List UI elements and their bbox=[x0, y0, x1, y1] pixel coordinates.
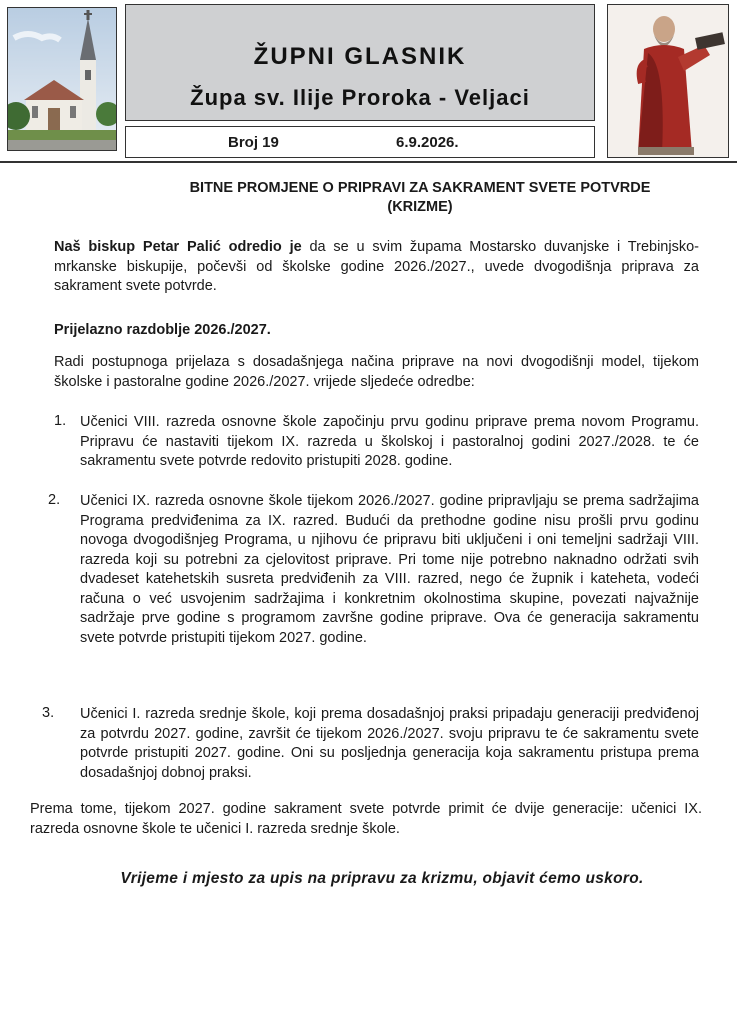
article-heading-line-1: BITNE PROMJENE O PRIPRAVI ZA SAKRAMENT SVETE POTVRDE bbox=[189, 180, 651, 196]
conclusion-paragraph: Prema tome, tijekom 2027. godine sakrament svete potvrde primit će dvije generacije: učenici IX. razreda osnovne škole te učenici I. razreda srednje škole. bbox=[30, 801, 702, 837]
list-item-text: Učenici I. razreda srednje škole, koji prema dosadašnjoj praksi pripadaju generaciji predviđenoj za potvrdu 2027. godine, završit će tijekom 2026./2027. svoju pripravu te će sakramentu svete potvrde pristupiti 2027. godine. Oni su posljednja generacija koja sakramentu pristupa prema dosadašnjoj dobnoj praksi. bbox=[80, 706, 699, 781]
parish-name: Župa sv. Ilije Proroka - Veljaci bbox=[190, 85, 530, 110]
list-item-number: 3. bbox=[42, 705, 55, 721]
saint-statue-photo bbox=[607, 4, 729, 158]
header-divider bbox=[0, 161, 737, 163]
transition-subheading: Prijelazno razdoblje 2026./2027. bbox=[54, 322, 271, 338]
list-item-text: Učenici VIII. razreda osnovne škole započinju prvu godinu priprave prema novom Programu. Pripravu će nastaviti tijekom IX. razreda u školskoj i pastoralnoj godini 2027./2028. te će sakramentu svete potvrde redovito pristupiti 2028. godine. bbox=[80, 414, 699, 469]
issue-number: Broj 19 bbox=[228, 134, 279, 151]
intro-text: da se u svim župama Mostarsko duvanjske i Trebinjsko-mrkanske biskupije, počevši od školske godine 2026./2027., uvede dvogodišnja priprava za sakrament svete potvrde. bbox=[54, 239, 699, 294]
issue-date: 6.9.2026. bbox=[396, 134, 459, 151]
article-heading bbox=[120, 179, 720, 217]
issue-bar bbox=[125, 126, 595, 158]
list-item-number: 1. bbox=[54, 413, 67, 429]
church-photo bbox=[7, 7, 117, 151]
intro-bold-phrase: Naš biskup Petar Palić odredio je bbox=[54, 239, 302, 255]
closing-announcement: Vrijeme i mjesto za upis na pripravu za krizmu, objavit ćemo uskoro. bbox=[120, 870, 644, 887]
newsletter-title: ŽUPNI GLASNIK bbox=[253, 43, 467, 70]
intro-paragraph bbox=[54, 238, 699, 297]
list-item-text: Učenici IX. razreda osnovne škole tijekom 2026./2027. godine pripravljaju se prema sadržajima Programa predviđenima za IX. razred. Budući da prethodne godine nisu prošli prvu godinu novoga dvogodišnjeg Programa, u njihovu će pripravu biti uključeni i oni temeljni sadržaji VIII. razreda koji su potrebni za cjelovitost priprave. Pri tome nije potrebno naknadno održati svih dvadeset katehetskih susreta predviđenih za VIII. razred, nego će župnik i kateheta, vodeći računa o već usvojenim sadržajima i konkretnim okolnostima skupine, povezati najvažnije sadržaje prve godine s programom završne godine priprave. Ova će generacija sakramentu svete potvrde pristupiti tijekom 2027. godine. bbox=[80, 493, 699, 646]
list-item-number: 2. bbox=[48, 492, 61, 508]
article-heading-line-2: (KRIZME) bbox=[387, 199, 453, 215]
prophet-statue-illustration bbox=[608, 5, 728, 157]
church-illustration bbox=[8, 8, 116, 150]
transition-paragraph: Radi postupnoga prijelaza s dosadašnjega načina priprave na novi dvogodišnji model, tijekom školske i pastoralne godine 2026./2027. vrijede sljedeće odredbe: bbox=[54, 354, 699, 390]
masthead bbox=[125, 4, 595, 121]
